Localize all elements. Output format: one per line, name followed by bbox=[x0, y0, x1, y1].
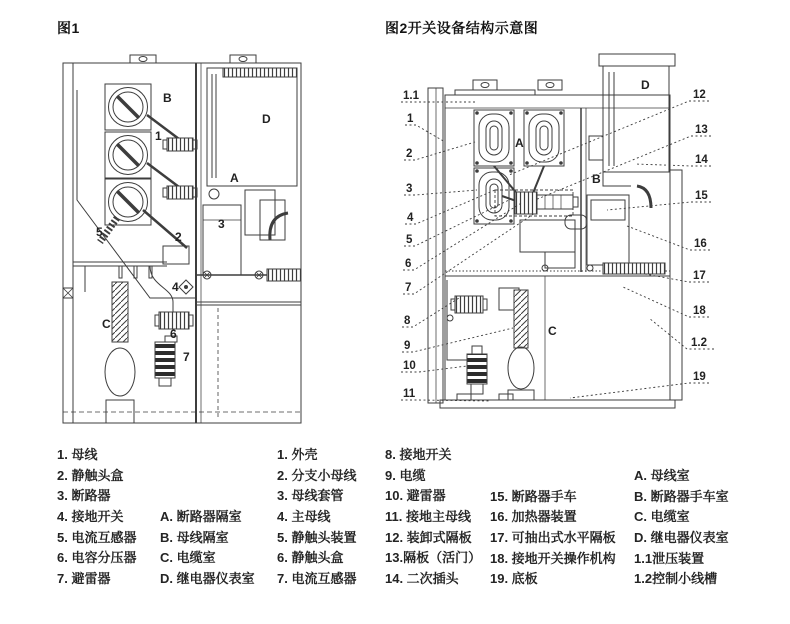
legend-row bbox=[277, 445, 481, 466]
part-label: B bbox=[592, 172, 601, 186]
legend-row bbox=[277, 507, 481, 528]
legend-item: 11. 接地主母线 bbox=[385, 509, 471, 525]
legend-item: 1.2控制小线槽 bbox=[634, 571, 718, 587]
legend-item: 8. 接地开关 bbox=[385, 447, 452, 462]
legend-item: 6. 静触头盒 bbox=[277, 550, 344, 566]
part-label: D bbox=[262, 112, 271, 126]
legend-item: 13.隔板（活门） bbox=[385, 550, 482, 566]
callout-label: 5 bbox=[406, 234, 413, 246]
legend-row bbox=[277, 569, 481, 590]
legend-item: 1. 母线 bbox=[57, 447, 98, 462]
legend-item: D. 继电器仪表室 bbox=[160, 571, 255, 587]
callout-label: 9 bbox=[404, 340, 411, 352]
part-label: 2 bbox=[175, 230, 182, 244]
callout-label: 18 bbox=[693, 305, 706, 317]
part-label: 1 bbox=[155, 129, 162, 143]
legend-item: 4. 接地开关 bbox=[57, 509, 124, 525]
legend-item: 16. 加热器装置 bbox=[490, 509, 577, 525]
figure2-title: 图2开关设备结构示意图 bbox=[385, 20, 539, 36]
part-label: 7 bbox=[183, 350, 190, 364]
callout-leader-line bbox=[403, 202, 523, 270]
legend-item bbox=[490, 466, 634, 487]
callout-label: 10 bbox=[403, 360, 416, 372]
part-label: C bbox=[548, 324, 557, 338]
figure2-drawing bbox=[395, 50, 715, 415]
legend-item: 4. 主母线 bbox=[277, 509, 331, 525]
callout-label: 13 bbox=[695, 124, 708, 136]
callout-leader-line bbox=[404, 142, 475, 160]
legend-item: C. 电缆室 bbox=[160, 550, 216, 566]
callout-label: 4 bbox=[407, 212, 414, 224]
part-label: D bbox=[641, 78, 650, 92]
part-label: C bbox=[102, 317, 111, 331]
legend-column-2 bbox=[277, 445, 481, 590]
callout-leader-line bbox=[570, 383, 709, 398]
part-label: A bbox=[515, 136, 524, 150]
callout-leader-line bbox=[403, 213, 535, 294]
legend-item: C. 电缆室 bbox=[634, 509, 690, 525]
callout-label: 12 bbox=[693, 89, 706, 101]
legend-row bbox=[57, 486, 255, 507]
legend-item: 1.1泄压装置 bbox=[634, 550, 705, 566]
legend-item: 7. 避雷器 bbox=[57, 571, 111, 587]
callout-label: 1.2 bbox=[691, 337, 707, 349]
callout-leader-line bbox=[402, 298, 459, 327]
legend-item: A. 母线室 bbox=[634, 468, 690, 483]
callout-label: 11 bbox=[403, 388, 416, 400]
legend-row bbox=[57, 569, 255, 590]
legend-row bbox=[57, 507, 255, 528]
callout-leader-line bbox=[607, 202, 711, 210]
part-label: A bbox=[230, 171, 239, 185]
legend-row bbox=[490, 487, 729, 508]
legend-row bbox=[277, 548, 481, 569]
callout-label: 2 bbox=[406, 148, 413, 160]
legend-item: B. 断路器手车室 bbox=[634, 488, 729, 504]
callout-label: 15 bbox=[695, 190, 708, 202]
legend-item: D. 继电器仪表室 bbox=[634, 530, 729, 546]
legend-row bbox=[490, 466, 729, 487]
part-label: 4 bbox=[172, 280, 179, 294]
legend-column-1 bbox=[57, 445, 255, 590]
legend-item: 18. 接地开关操作机构 bbox=[490, 550, 616, 566]
legend-row bbox=[277, 486, 481, 507]
legend-item: 9. 电缆 bbox=[385, 467, 426, 483]
legend-item: B. 母线隔室 bbox=[160, 529, 229, 545]
callout-label: 14 bbox=[695, 154, 708, 166]
figure1-drawing bbox=[55, 50, 305, 428]
callout-leader-line bbox=[404, 190, 477, 195]
part-label: 5 bbox=[96, 225, 103, 239]
legend-item: 15. 断路器手车 bbox=[490, 488, 577, 504]
legend-item: 3. 母线套管 bbox=[277, 488, 344, 504]
legend-row bbox=[277, 466, 481, 487]
callout-leader-line bbox=[405, 125, 445, 142]
legend-item: 17. 可抽出式水平隔板 bbox=[490, 530, 616, 546]
callout-label: 1.1 bbox=[403, 90, 419, 102]
legend-row bbox=[490, 507, 729, 528]
legend-item: 10. 避雷器 bbox=[385, 488, 446, 504]
callout-label: 3 bbox=[406, 183, 413, 195]
legend-row bbox=[57, 466, 255, 487]
legend-item: 2. 分支小母线 bbox=[277, 467, 357, 483]
callout-label: 6 bbox=[405, 258, 412, 270]
legend-row bbox=[490, 549, 729, 570]
callout-label: 1 bbox=[407, 113, 414, 125]
legend-item: A. 断路器隔室 bbox=[160, 509, 242, 525]
legend-row bbox=[490, 528, 729, 549]
legend-row bbox=[57, 445, 255, 466]
callout-leader-line bbox=[402, 328, 513, 352]
part-label: B bbox=[163, 91, 172, 105]
legend-row bbox=[490, 569, 729, 590]
callout-label: 17 bbox=[693, 270, 706, 282]
callout-label: 8 bbox=[404, 315, 411, 327]
part-label: 6 bbox=[170, 327, 177, 341]
legend-item: 14. 二次插头 bbox=[385, 571, 459, 587]
legend-column-3 bbox=[490, 466, 729, 590]
legend-item: 7. 电流互感器 bbox=[277, 571, 357, 587]
legend-row bbox=[277, 528, 481, 549]
legend-item: 2. 静触头盒 bbox=[57, 467, 124, 483]
legend-item: 6. 电容分压器 bbox=[57, 550, 137, 566]
callout-label: 16 bbox=[694, 238, 707, 250]
figure1-title: 图1 bbox=[57, 20, 80, 36]
callout-label: 19 bbox=[693, 371, 706, 383]
part-label: 3 bbox=[218, 217, 225, 231]
legend-row bbox=[57, 528, 255, 549]
legend-item: 3. 断路器 bbox=[57, 488, 111, 504]
legend-row bbox=[57, 548, 255, 569]
callout-label: 7 bbox=[405, 282, 412, 294]
legend-item: 12. 装卸式隔板 bbox=[385, 529, 472, 545]
legend-item: 5. 电流互感器 bbox=[57, 529, 137, 545]
legend-item: 5. 静触头装置 bbox=[277, 529, 357, 545]
legend-item: 1. 外壳 bbox=[277, 447, 318, 462]
legend-item: 19. 底板 bbox=[490, 571, 538, 587]
